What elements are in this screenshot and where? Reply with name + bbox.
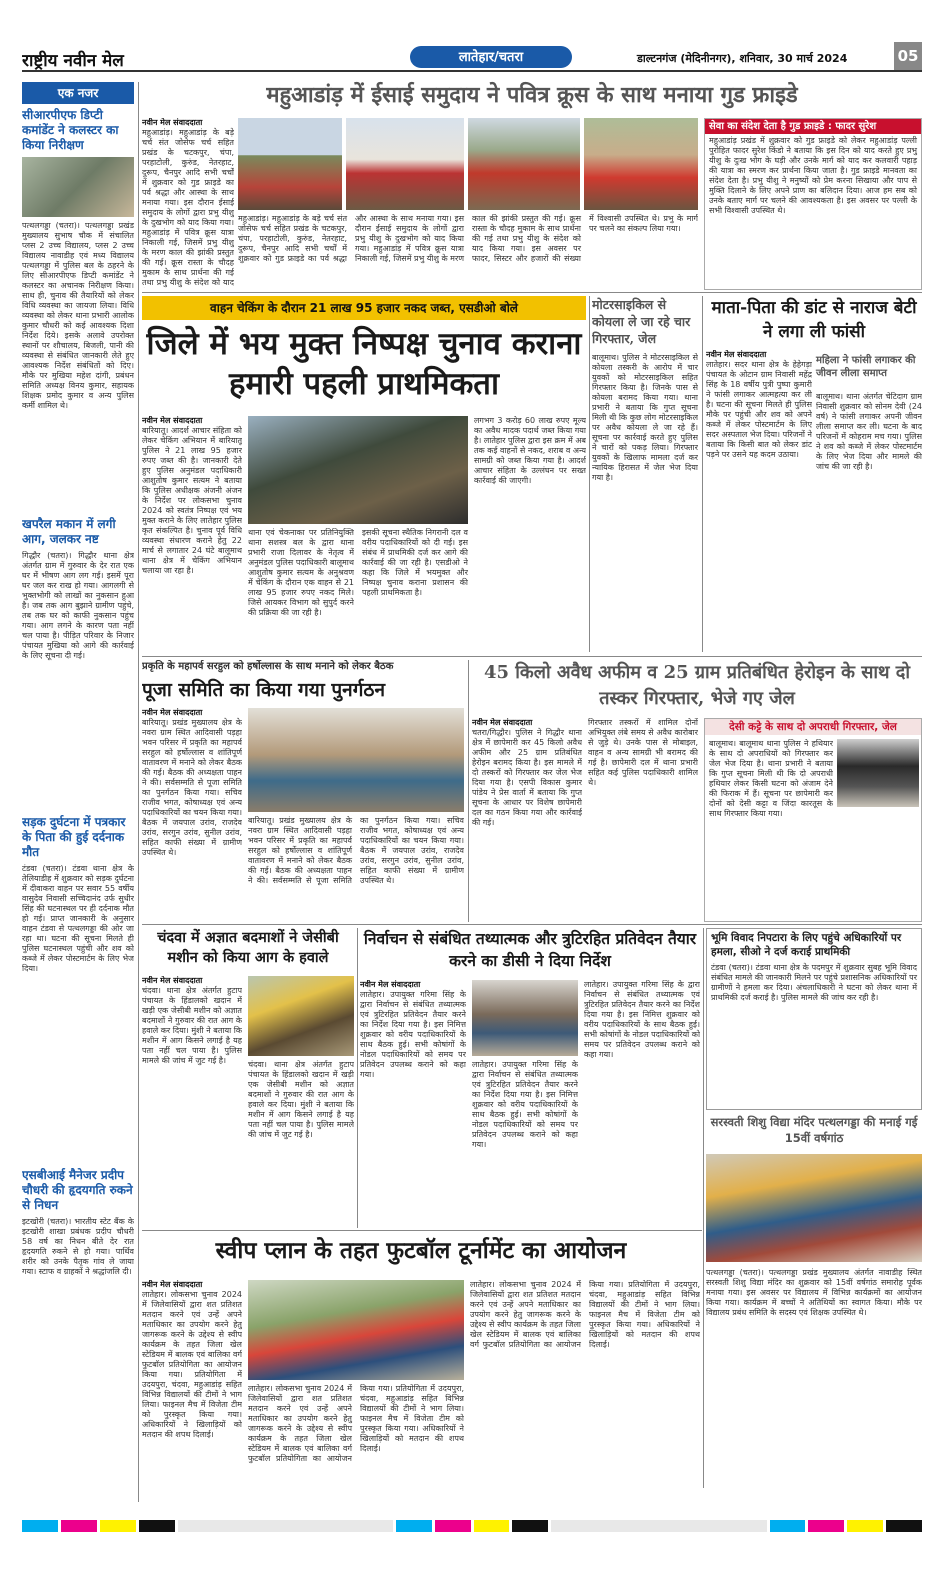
sweep-story	[142, 1234, 700, 1500]
left-column	[22, 82, 134, 1502]
photo-cross-bearers	[584, 118, 698, 210]
lead-photo	[248, 416, 468, 524]
lead-body-4: लगभग 3 करोड़ 60 लाख रुपए मूल्य का अवैध मादक पदार्थ जब्त किया गया है। लातेहार पुलिस द्वारा इस क्रम में अब तक कई वाहनों से नकद, शराब व अन्य सामग्री को जब्त किया गया है। आदर्श आचार संहिता के उल्लंघन पर सख्त कार्रवाई की जाएगी।	[474, 416, 586, 485]
mata-pita-story	[706, 296, 922, 654]
nirvachan-headline: निर्वाचन से संबंधित तथ्यात्मक और त्रुटिरहित प्रतिवेदन तैयार करने का डीसी ने दिया निर्देश	[363, 929, 697, 970]
puja-photo	[248, 708, 464, 812]
vrule-4	[357, 928, 358, 1228]
photo-procession-1	[238, 118, 342, 210]
good-friday-story	[142, 80, 922, 290]
jcb-body-cont: चंदवा। थाना क्षेत्र अंतर्गत हुटाप पंचायत के हिंडालको खदान में खड़ी एक जेसीबी मशीन को अज्ञात बदमाशों ने गुरुवार की रात आग के हवाले कर दिया। मुंशी ने बताया कि मशीन में आग किसने लगाई है यह पता नहीं चल पाया है। पुलिस मामले की जांच में जुट गई है।	[248, 1060, 354, 1139]
lead-body-2: थाना एवं चेकनाका पर प्रतिनियुक्ति थाना सशस्त्र बल के द्वारा थाना प्रभारी राजा दिलावर के नेतृत्व में अनुमंडल पुलिस पदाधिकारी बालूमाथ आशुतोष कुमार सत्यम के अनुश्रवण में चेकिंग के दौरान एक वाहन से 21 लाख 95 हजार रुपए नकद मिले। जिसे आयकर विभाग को सुपुर्द करने की प्रक्रिया की जा रही है।	[248, 528, 354, 617]
lead-body-3: इसकी सूचना स्थैतिक निगरानी दल व वरीय पदाधिकारियों को दी गई। इस संबंध में प्राथमिकी दर्ज कर आगे की कार्रवाई की जा रही है। एसडीओ ने कहा कि जिले में भयमुक्त और निष्पक्ष चुनाव कराना प्रशासन की पहली प्राथमिकता है।	[362, 528, 468, 597]
left-headline-1: सीआरपीएफ डिप्टी कमांडेंट ने कलस्टर का किया निरीक्षण	[22, 108, 119, 152]
vrule-5	[703, 928, 704, 1488]
sweep-body: नवीन मेल संवाददाता लातेहार। लोकसभा चुनाव 2024 में जिलेवासियों द्वारा शत प्रतिशत मतदान करने एवं उन्हें अपने मताधिकार का उपयोग करने हेतु जागरूक करने के उद्देश्य से स्वीप कार्यक्रम के तहत जिला खेल स्टेडियम में बालक एवं बालिका वर्ग फुटबॉल प्रतियोगिता का आयोजन किया गया। प्रतियोगिता में उदयपुरा, चंदवा, महुआडांड़ सहित विभिन्न विद्यालयों की टीमों ने भाग लिया। फाइनल मैच में विजेता टीम को पुरस्कृत किया गया। अधिकारियों ने खिलाड़ियों को मतदान की शपथ दिलाई।	[142, 1280, 242, 1439]
photo-church	[346, 118, 464, 210]
afeem-headline: 45 किलो अवैध अफीम व 25 ग्राम प्रतिबंधित हेरोइन के साथ दो तस्कर गिरफ्तार, भेजे गए जेल	[483, 662, 911, 709]
page-number: 05	[894, 42, 922, 70]
mata-pita-headline: माता-पिता की डांट से नाराज बेटी ने लगा ली फांसी	[711, 298, 917, 342]
left-headline-2: खपरैल मकान में लगी आग, जलकर नष्ट	[22, 517, 116, 546]
desi-katta-box	[704, 718, 922, 922]
afeem-body-2: गिरफ्तार तस्करों में शामिल दोनों अभियुक्त लंबे समय से अवैध कारोबार से जुड़े थे। उनके पास से मोबाइल, वाहन व अन्य सामग्री भी बरामद की गई है। छापेमारी दल में थाना प्रभारी सहित कई पुलिस पदाधिकारी शामिल थे।	[588, 718, 698, 787]
saraswati-photo	[706, 1154, 922, 1262]
nirvachan-body: नवीन मेल संवाददाता लातेहार। उपायुक्त गरिमा सिंह के द्वारा निर्वाचन से संबंधित तथ्यात्मक एवं त्रुटिरहित प्रतिवेदन तैयार करने का निर्देश दिया गया है। इस निमित्त शुक्रवार को वरीय पदाधिकारियों के साथ बैठक हुई। सभी कोषांगों के नोडल पदाधिकारियों को समय पर प्रतिवेदन उपलब्ध कराने को कहा गया।	[360, 980, 466, 1079]
bhumi-headline: भूमि विवाद निपटारा के लिए पहुंचे अधिकारियों पर हमला, सीओ ने दर्ज कराई प्राथमिकी	[711, 932, 902, 958]
saraswati-headline: सरस्वती शिशु विद्या मंदिर पत्थलगड्डा की मनाई गई 15वीं वर्षगांठ	[710, 1115, 918, 1145]
bhumi-body: टंडवा (चतरा)। टंडवा थाना क्षेत्र के पदमपुर में शुक्रवार सुबह भूमि विवाद संबंधित मामले की जानकारी मिलने पर पहुंचे प्रशासनिक अधिकारियों पर ग्रामीणों ने हमला कर दिया। अंचलाधिकारी ने घटना को लेकर थाना में प्राथमिकी दर्ज कराई है। पुलिस मामले की जांच कर रही है।	[711, 963, 917, 1002]
jcb-photo	[248, 976, 354, 1056]
hrule-1	[142, 292, 922, 293]
left-body-1: पत्थलगड्डा (चतरा)। पत्थलगड्डा प्रखंड मुख्यालय सुभाष चौक में संचालित प्लस 2 उच्च विद्यालय, प्लस 2 उच्च विद्यालय नावाडीह एवं मध्य विद्यालय पत्थलगड्डा में पुलिस बल के ठहरने के लिए सीआरपीएफ डिप्टी कमांडेंट ने कलस्टर का अचानक निरीक्षण किया। साथ ही, चुनाव की तैयारियों को लेकर विधि व्यवस्था का जायजा लिया। विधि व्यवस्था को लेकर थाना प्रभारी आलोक कुमार चौधरी को कई आवश्यक दिशा निर्देश दिये। इसके अलावे उपरोक्त स्थानों पर शौचालय, बिजली, पानी की व्यवस्था से संबंधित जानकारी लेते हुए आवश्यक निर्देश संबंधितों को दिए। मौके पर मुखिया महेश दांगी, प्रबंधन समिति अध्यक्ष विनय कुमार, सहायक शिक्षक प्रमोद कुमार व अन्य पुलिस कर्मी शामिल थे।	[22, 221, 134, 410]
jcb-body: नवीन मेल संवाददाता चंदवा। थाना क्षेत्र अंतर्गत हुटाप पंचायत के हिंडालको खदान में खड़ी एक जेसीबी मशीन को अज्ञात बदमाशों ने गुरुवार की रात आग के हवाले कर दिया। मुंशी ने बताया कि मशीन में आग किसने लगाई है यह पता नहीं चल पाया है। पुलिस मामले की जांच में जुट गई है।	[142, 976, 242, 1065]
left-body-4: इटखोरी (चतरा)। भारतीय स्टेट बैंक के इटखोरी शाखा प्रबंधक प्रदीप चौधरी 58 वर्ष का निधन बीते देर रात हृदयगति रुकने से हो गया। पार्थिव शरीर को उनके पैतृक गांव ले जाया गया। स्टाफ व ग्राहकों ने श्रद्धांजलि दी।	[22, 1217, 134, 1276]
nirvachan-body-2: लातेहार। उपायुक्त गरिमा सिंह के द्वारा निर्वाचन से संबंधित तथ्यात्मक एवं त्रुटिरहित प्रतिवेदन तैयार करने का निर्देश दिया गया है। इस निमित्त शुक्रवार को वरीय पदाधिकारियों के साथ बैठक हुई। सभी कोषांगों के नोडल पदाधिकारियों को समय पर प्रतिवेदन उपलब्ध कराने को कहा गया।	[472, 1060, 578, 1149]
good-friday-headline: महुआडांड़ में ईसाई समुदाय ने पवित्र क्रूस के साथ मनाया गुड फ्राइडे	[266, 82, 798, 108]
ek-nazar-label: एक नजर	[22, 82, 134, 104]
left-photo-1	[22, 157, 134, 217]
motorcycle-body: बालूमाथ। पुलिस ने मोटरसाइकिल से कोयला तस्करी के आरोप में चार युवकों को मोटरसाइकिल सहित गिरफ्तार किया है। जिनके पास से कोयला बरामद किया गया। थाना प्रभारी ने बताया कि गुप्त सूचना मिली थी कि कुछ लोग मोटरसाइकिल पर अवैध कोयला ले जा रहे हैं। सूचना पर कार्रवाई करते हुए पुलिस ने चारों को पकड़ लिया। गिरफ्तार युवकों के खिलाफ मामला दर्ज कर न्यायिक हिरासत में जेल भेज दिया गया है।	[592, 353, 698, 482]
print-registration-bar	[22, 1520, 922, 1532]
desi-katta-body: बालूमाथ। बालूमाथ थाना पुलिस ने हथियार के साथ दो अपराधियों को गिरफ्तार कर जेल भेज दिया है। थाना प्रभारी ने बताया कि गुप्त सूचना मिली थी कि दो अपराधी हथियार लेकर किसी घटना को अंजाम देने की फिराक में हैं। सूचना पर छापेमारी कर दोनों को देसी कट्टा व जिंदा कारतूस के साथ गिरफ्तार किया गया।	[709, 739, 833, 818]
nirvachan-story	[360, 928, 700, 1228]
father-suresh-box	[704, 118, 922, 290]
saraswati-body: पत्थलगड्डा (चतरा)। पत्थलगड्डा प्रखंड मुख्यालय अंतर्गत नावाडीह स्थित सरस्वती शिशु विद्या मंदिर का शुक्रवार को 15वीं वर्षगांठ समारोह पूर्वक मनाया गया। इस अवसर पर विद्यालय में विभिन्न कार्यक्रमों का आयोजन किया गया। कार्यक्रम में बच्चों ने अतिथियों का स्वागत किया। मौके पर विद्यालय प्रबंध समिति के सदस्य एवं शिक्षक उपस्थित थे।	[706, 1268, 922, 1317]
mata-pita-body: नवीन मेल संवाददाता लातेहार। सदर थाना क्षेत्र के हेहेगड़ा पंचायत के ओटान ग्राम निवासी महेंद्र सिंह के 18 वर्षीय पुत्री पुष्पा कुमारी ने फांसी लगाकर आत्महत्या कर ली है। घटना की सूचना मिलते ही पुलिस मौके पर पहुंची और शव को अपने कब्जे में लेकर पोस्टमार्टम के लिए सदर अस्पताल भेज दिया। परिजनों ने बताया कि किसी बात को लेकर डांट पड़ने पर उसने यह कदम उठाया।	[706, 350, 812, 459]
good-friday-body-cont: महुआडांड़। महुआडांड़ के बड़े चर्च संत जोसेफ चर्च सहित प्रखंड के चटकपुर, चंपा, परहाटोली, कुरुंड, नेतरहाट, दुरूप, चैनपुर आदि सभी चर्चों में शुक्रवार को गुड फ्राइडे का पर्व श्रद्धा और आस्था के साथ मनाया गया। इस दौरान ईसाई समुदाय के लोगों द्वारा प्रभु यीशु के दुखभोग को याद किया गया। महुआडांड़ में पवित्र क्रूस यात्रा निकाली गई, जिसमें प्रभु यीशु के मरण काल की झांकी प्रस्तुत की गई। क्रूस रास्ता के चौदह मुकाम के साथ प्रार्थना की गई तथा प्रभु यीशु के संदेश को याद किया गया। इस अवसर पर फादर, सिस्टर और हजारों की संख्या में विश्वासी उपस्थित थे। प्रभु के मार्ग पर चलने का संकल्प लिया गया।	[238, 214, 698, 263]
left-headline-3: सड़क दुर्घटना में पत्रकार के पिता की हुई दर्दनाक मौत	[22, 815, 126, 859]
sweep-photo	[248, 1280, 464, 1380]
lead-story	[142, 296, 586, 654]
good-friday-photos	[238, 118, 698, 210]
hrule-2	[142, 656, 922, 657]
dateline: डाल्टनगंज (मेदिनीनगर), शनिवार, 30 मार्च 2024	[637, 52, 848, 65]
jcb-headline: चंदवा में अज्ञात बदमाशों ने जेसीबी मशीन को किया आग के हवाले	[157, 929, 339, 966]
column-rule	[138, 82, 139, 1502]
sweep-body-2: लातेहार। लोकसभा चुनाव 2024 में जिलेवासियों द्वारा शत प्रतिशत मतदान करने एवं उन्हें अपने मताधिकार का उपयोग करने हेतु जागरूक करने के उद्देश्य से स्वीप कार्यक्रम के तहत जिला खेल स्टेडियम में बालक एवं बालिका वर्ग फुटबॉल प्रतियोगिता का आयोजन किया गया। प्रतियोगिता में उदयपुरा, चंदवा, महुआडांड़ सहित विभिन्न विद्यालयों की टीमों ने भाग लिया। फाइनल मैच में विजेता टीम को पुरस्कृत किया गया। अधिकारियों ने खिलाड़ियों को मतदान की शपथ दिलाई।	[248, 1384, 464, 1463]
hrule-4	[142, 1230, 702, 1231]
puja-headline: पूजा समिति का किया गया पुनर्गठन	[142, 679, 385, 701]
desi-katta-headline: देसी कट्टे के साथ दो अपराधी गिरफ्तार, जेल	[705, 719, 921, 735]
nirvachan-photo	[472, 980, 578, 1056]
section-name: लातेहार/चतरा	[458, 50, 524, 65]
sweep-body-3: लातेहार। लोकसभा चुनाव 2024 में जिलेवासियों द्वारा शत प्रतिशत मतदान करने एवं उन्हें अपने मताधिकार का उपयोग करने हेतु जागरूक करने के उद्देश्य से स्वीप कार्यक्रम के तहत जिला खेल स्टेडियम में बालक एवं बालिका वर्ग फुटबॉल प्रतियोगिता का आयोजन किया गया। प्रतियोगिता में उदयपुरा, चंदवा, महुआडांड़ सहित विभिन्न विद्यालयों की टीमों ने भाग लिया। फाइनल मैच में विजेता टीम को पुरस्कृत किया गया। अधिकारियों ने खिलाड़ियों को मतदान की शपथ दिलाई।	[470, 1280, 700, 1349]
afeem-story	[472, 660, 922, 922]
puja-body: नवीन मेल संवाददाता बारियातू। प्रखंड मुख्यालय क्षेत्र के नवरा ग्राम स्थित आदिवासी पड़हा भवन परिसर में प्रकृति का महापर्व सरहुल को हर्षोल्लास व शांतिपूर्ण वातावरण में मनाने को लेकर बैठक की गई। बैठक की अध्यक्षता पाहन ने की। सर्वसम्मति से पूजा समिति का पुनर्गठन किया गया। सचिव राजीव भगत, कोषाध्यक्ष एवं अन्य पदाधिकारियों का चयन किया गया। बैठक में जयपाल उरांव, राजदेव उरांव, सरगुन उरांव, सुनील उरांव, सहित काफी संख्या में ग्रामीण उपस्थित थे।	[142, 708, 242, 857]
good-friday-body: नवीन मेल संवाददाता महुआडांड़। महुआडांड़ के बड़े चर्च संत जोसेफ चर्च सहित प्रखंड के चटकपुर, चंपा, परहाटोली, कुरुंड, नेतरहाट, दुरूप, चैनपुर आदि सभी चर्चों में शुक्रवार को गुड फ्राइडे का पर्व श्रद्धा और आस्था के साथ मनाया गया। इस दौरान ईसाई समुदाय के लोगों द्वारा प्रभु यीशु के दुखभोग को याद किया गया। महुआडांड़ में पवित्र क्रूस यात्रा निकाली गई, जिसमें प्रभु यीशु के मरण काल की झांकी प्रस्तुत की गई। क्रूस रास्ता के चौदह मुकाम के साथ प्रार्थना की गई तथा प्रभु यीशु के संदेश को याद	[142, 118, 234, 287]
lead-body-1: नवीन मेल संवाददाता बारियातू। आदर्श आचार संहिता को लेकर चेकिंग अभियान में बारियातू पुलिस ने 21 लाख 95 हजार रुपए जब्त की है। जानकारी देते हुए पुलिस अनुमंडल पदाधिकारी आशुतोष कुमार सत्यम ने बताया कि पुलिस अधीक्षक अंजनी अंजन के निर्देश पर लोकसभा चुनाव 2024 को स्वतंत्र निष्पक्ष एवं भय मुक्त कराने के लिए लातेहार पुलिस कृत संकल्पित है। चुनाव पूर्व विधि व्यवस्था संधारण कराने हेतु 22 मार्च से लगातार 24 घंटे बालूमाथ थाना क्षेत्र में चेकिंग अभियान चलाया जा रहा है।	[142, 416, 242, 575]
paper-name: राष्ट्रीय नवीन मेल	[22, 51, 124, 71]
jcb-story	[142, 928, 354, 1228]
vrule-1	[589, 296, 590, 652]
section-tab	[410, 46, 572, 68]
sweep-headline: स्वीप प्लान के तहत फुटबॉल टूर्नामेंट का आयोजन	[215, 1237, 627, 1264]
accused-photo	[837, 739, 919, 807]
mahila-subhead: महिला ने फांसी लगाकर की जीवन लीला समाप्त	[816, 355, 916, 379]
vrule-3	[468, 660, 469, 922]
lead-kicker: वाहन चेकिंग के दौरान 21 लाख 95 हजार नकद जब्त, एसडीओ बोले	[142, 296, 586, 320]
puja-body-cont: बारियातू। प्रखंड मुख्यालय क्षेत्र के नवरा ग्राम स्थित आदिवासी पड़हा भवन परिसर में प्रकृति का महापर्व सरहुल को हर्षोल्लास व शांतिपूर्ण वातावरण में मनाने को लेकर बैठक की गई। बैठक की अध्यक्षता पाहन ने की। सर्वसम्मति से पूजा समिति का पुनर्गठन किया गया। सचिव राजीव भगत, कोषाध्यक्ष एवं अन्य पदाधिकारियों का चयन किया गया। बैठक में जयपाल उरांव, राजदेव उरांव, सरगुन उरांव, सुनील उरांव, सहित काफी संख्या में ग्रामीण उपस्थित थे।	[248, 816, 464, 885]
motorcycle-headline: मोटरसाइकिल से कोयला ले जा रहे चार गिरफ्तार, जेल	[592, 297, 691, 346]
puja-samiti-story	[142, 660, 464, 922]
left-headline-4: एसबीआई मैनेजर प्रदीप चौधरी की हृदयगति रुकने से निधन	[22, 1168, 133, 1212]
bhumi-story	[706, 928, 922, 1110]
hrule-3	[142, 924, 922, 925]
masthead	[22, 42, 922, 72]
photo-procession-2	[468, 118, 580, 210]
lead-headline: जिले में भय मुक्त निष्पक्ष चुनाव कराना हमारी पहली प्राथमिकता	[146, 326, 582, 402]
father-suresh-body: महुआडांड़ प्रखंड में शुक्रवार को गुड फ्राइडे को लेकर महुआडांड़ पल्ली पुरोहित फादर सुरेश किंडो ने बताया कि इस दिन को याद करते हुए प्रभु यीशु के दुःख भोग के घड़ी और उनके मार्ग को याद कर कलवारी पहाड़ की यात्रा का स्मरण कर प्रार्थना किया जाता है। गुड फ्राइडे मानवता का संदेश देता है। प्रभु यीशु ने मनुष्यों को प्रेम करना सिखाया और पाप से मुक्ति दिलाने के लिए अपने प्राण का बलिदान दिया। आज हम सब को उनके बताए मार्ग पर चलने की आवश्यकता है। इस अवसर पर पल्ली के सभी विश्वासी उपस्थित थे।	[709, 136, 917, 215]
left-body-3: टंडवा (चतरा)। टंडवा थाना क्षेत्र के तेलियाडीह में शुक्रवार को सड़क दुर्घटना में दीवाकरा वाहन पर सवार 55 वर्षीय वासुदेव निवासी सच्चिदानंद उर्फ सुधीर सिंह की घटनास्थल पर ही दर्दनाक मौत हो गई। प्राप्त जानकारी के अनुसार वाहन टंडवा से पत्थलगड्डा की ओर जा रहा था। घटना की सूचना मिलते ही पुलिस घटनास्थल पहुंची और शव को कब्जे में लेकर पोस्टमार्टम के लिए भेज दिया।	[22, 864, 134, 973]
nirvachan-body-3: लातेहार। उपायुक्त गरिमा सिंह के द्वारा निर्वाचन से संबंधित तथ्यात्मक एवं त्रुटिरहित प्रतिवेदन तैयार करने का निर्देश दिया गया है। इस निमित्त शुक्रवार को वरीय पदाधिकारियों के साथ बैठक हुई। सभी कोषांगों के नोडल पदाधिकारियों को समय पर प्रतिवेदन उपलब्ध कराने को कहा गया।	[584, 980, 700, 1059]
motorcycle-story	[592, 296, 698, 654]
father-suresh-headline: सेवा का संदेश देता है गुड फ्राइडे : फादर सुरेश	[705, 119, 921, 134]
mahila-body: बालूमाथ। थाना अंतर्गत चेटिदाग ग्राम निवासी शुक्रवार को सोनम देवी (24 वर्ष) ने फांसी लगाकर अपनी जीवन लीला समाप्त कर ली। घटना के बाद परिजनों में कोहराम मच गया। पुलिस ने शव को कब्जे में लेकर पोस्टमार्टम के लिए भेज दिया और मामले की जांच की जा रही है।	[816, 392, 922, 471]
afeem-body: नवीन मेल संवाददाता चतरा/गिद्धौर। पुलिस ने गिद्धौर थाना क्षेत्र में छापेमारी कर 45 किलो अवैध अफीम और 25 ग्राम प्रतिबंधित हेरोइन बरामद किया है। इस मामले में दो तस्करों को गिरफ्तार कर जेल भेज दिया गया है। एसपी विकास कुमार पांडेय ने प्रेस वार्ता में बताया कि गुप्त सूचना के आधार पर विशेष छापेमारी दल का गठन किया गया और कार्रवाई की गई।	[472, 718, 582, 827]
puja-kicker: प्रकृति के महापर्व सरहुल को हर्षोल्लास के साथ मनाने को लेकर बैठक	[142, 661, 394, 672]
left-body-2: गिद्धौर (चतरा)। गिद्धौर थाना क्षेत्र अंतर्गत ग्राम में गुरुवार के देर रात एक घर में भीषण आग लग गई। इसमें पूरा घर जल कर राख हो गया। आगलगी से भुक्तभोगी को लाखों का नुकसान हुआ है। जब तक आग बुझाने ग्रामीण पहुंचे, तब तक घर को काफी नुकसान पहुंच गया। आग लगने के कारण पता नहीं चल पाया है। पीड़ित परिवार के निजार पंचायत मुखिया को आगे की कार्रवाई के लिए सूचना दी गई।	[22, 551, 134, 660]
saraswati-story	[706, 1114, 922, 1500]
vrule-2	[702, 296, 703, 652]
